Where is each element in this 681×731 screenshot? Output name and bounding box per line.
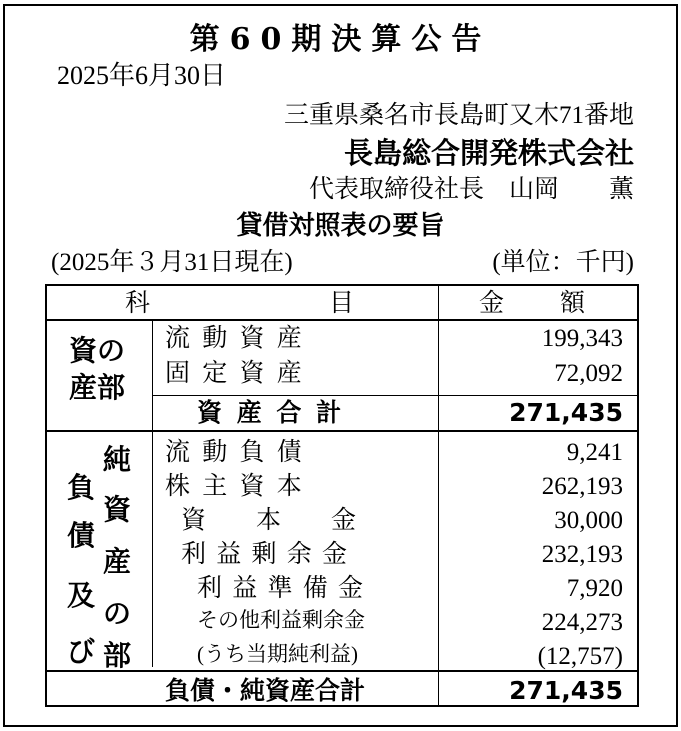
row-value: 72,092 — [554, 360, 623, 387]
row-label: (うち当期純利益) — [197, 642, 358, 666]
header-amount: 金 額 — [479, 290, 588, 317]
row-value: 30,000 — [554, 507, 623, 534]
row-label: 利 益 準 備 金 — [197, 575, 366, 602]
header-item-1: 科 — [125, 290, 151, 317]
row-label: 固 定 資 産 — [165, 360, 305, 387]
company-name: 長島総合開発株式会社 — [343, 136, 634, 170]
assets-subtotal-rule — [152, 395, 637, 396]
liab-label-char: 産 — [103, 545, 132, 578]
row-value: 9,241 — [566, 439, 623, 466]
liab-label-char: 債 — [67, 519, 96, 552]
row-label: 流 動 資 産 — [165, 325, 305, 352]
liab-label-char: 資 — [103, 493, 132, 526]
as-of-date: (2025年３月31日現在) — [51, 249, 293, 276]
liab-label-char: び — [67, 635, 96, 668]
liab-total-value: 271,435 — [509, 676, 623, 705]
representative: 代表取締役社長 山岡 薫 — [308, 176, 634, 203]
liab-label-char: 負 — [67, 471, 96, 504]
liab-label-char: 純 — [103, 443, 132, 476]
unit-label: (単位：千円) — [492, 249, 634, 276]
assets-total-label: 資 産 合 計 — [197, 398, 345, 427]
row-value: (12,757) — [537, 643, 623, 670]
row-label: 利 益 剰 余 金 — [181, 541, 350, 568]
announcement-date: 2025年6月30日 — [57, 61, 227, 90]
assets-total-value: 271,435 — [509, 398, 623, 427]
vertical-divider-side — [152, 320, 153, 667]
header-item-2: 目 — [329, 290, 355, 317]
assets-section-label-1: 資の — [69, 334, 126, 367]
liab-label-char: の — [103, 597, 132, 630]
company-address: 三重県桑名市長島町又木71番地 — [283, 102, 634, 129]
row-value: 262,193 — [541, 473, 623, 500]
row-label: 株 主 資 本 — [165, 473, 305, 500]
header-rule — [47, 319, 637, 321]
announcement-frame — [3, 4, 678, 727]
assets-section-rule — [47, 430, 637, 432]
announcement-title: 第60期決算公告 — [189, 22, 492, 57]
assets-section-label-2: 産部 — [69, 371, 126, 404]
row-value: 7,920 — [566, 575, 623, 602]
liab-total-label: 負債・純資産合計 — [165, 676, 366, 705]
balance-sheet-table — [45, 284, 639, 707]
row-value: 199,343 — [541, 325, 623, 352]
balance-sheet-title: 貸借対照表の要旨 — [236, 211, 445, 241]
row-value: 224,273 — [541, 609, 623, 636]
row-label: 資 本 金 — [181, 507, 357, 534]
row-value: 232,193 — [541, 541, 623, 568]
vertical-divider-amount — [438, 286, 439, 705]
total-rule — [47, 670, 637, 672]
liab-label-char: 部 — [103, 639, 132, 672]
liab-label-char: 及 — [67, 579, 96, 612]
row-label: 流 動 負 債 — [165, 439, 305, 466]
row-label: その他利益剰余金 — [197, 608, 365, 632]
